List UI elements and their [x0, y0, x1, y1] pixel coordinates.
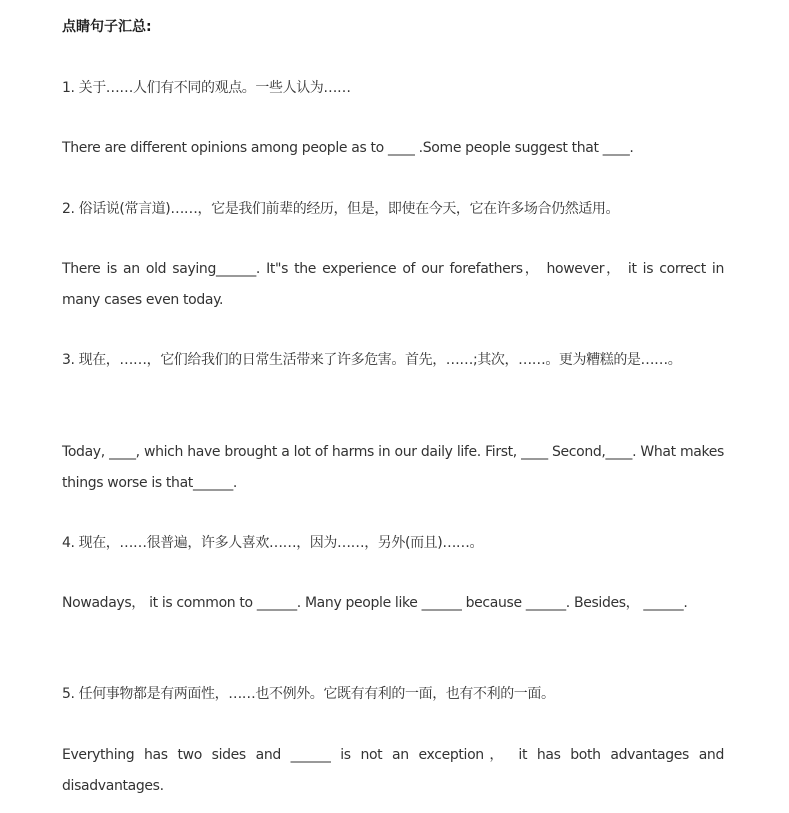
item-4-chinese: 4. 现在，……很普遍，许多人喜欢……，因为……，另外(而且)……。 [62, 535, 484, 551]
item-5-english: Everything has two sides and ______ is not an exception， it has both advantages and disadvantages. [62, 747, 724, 794]
item-3-chinese: 3. 现在，……，它们给我们的日常生活带来了许多危害。首先，……;其次，……。更为糟糕的是……。 [62, 352, 682, 368]
item-3-english: Today, ____, which have brought a lot of harms in our daily life. First, ____ Second,____. What makes things worse is that______. [62, 444, 724, 491]
item-1-chinese: 1. 关于……人们有不同的观点。一些人认为…… [62, 80, 351, 96]
item-5-chinese: 5. 任何事物都是有两面性，……也不例外。它既有有利的一面，也有不利的一面。 [62, 686, 555, 702]
item-2-english: There is an old saying______. It"s the experience of our forefathers， however， it is correct in many cases even today. [62, 261, 724, 308]
document-title: 点睛句子汇总: [62, 19, 152, 35]
item-4-english: Nowadays， it is common to ______. Many people like ______ because ______. Besides， ______. [62, 595, 688, 611]
item-1-english: There are different opinions among people as to ____ .Some people suggest that ____. [62, 140, 634, 156]
item-2-chinese: 2. 俗话说(常言道)……，它是我们前辈的经历，但是，即使在今天，它在许多场合仍然适用。 [62, 201, 620, 217]
